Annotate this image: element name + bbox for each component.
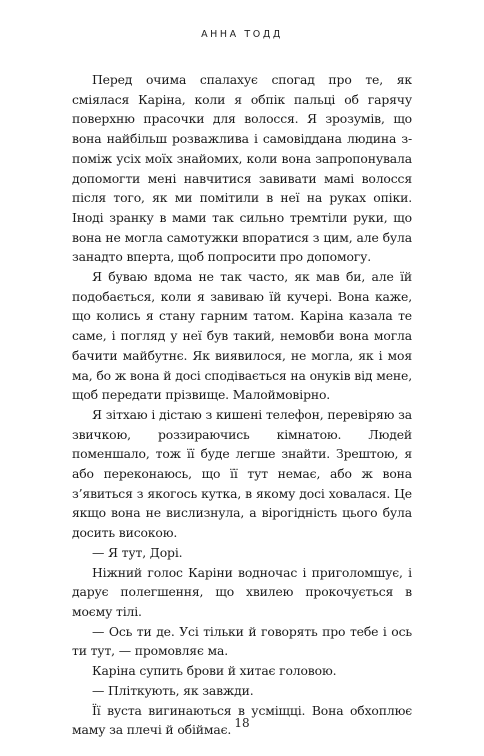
body-text [72,70,412,740]
paragraph: Перед очима спалахує спогад про те, як сміялася Каріна, коли я обпік пальці об гарячу поверхню прасочки для волосся. Я зрозумів, що вона найбільш розважлива і самовіддана людина з-поміж усіх моїх знайомих, коли вона запропонувала допомогти мені навчитися завивати мамі волосся після того, як ми помітили в неї на руках опіки. Іноді зранку в мами так сильно тремтіли руки, що вона не могла самотужки впоратися з цим, але була занадто вперта, щоб попросити про допомогу. [72,72,412,265]
dialogue-line: — Пліткують, як завжди. [92,682,254,698]
paragraph: Я зітхаю і дістаю з кишені телефон, перевіряю за звичкою, роззираючись кімнатою. Людей поменшало, тож її буде легше знайти. Зрештою, я або переконаюсь, що її тут немає, або ж вона з’явиться з якогось кутка, в якому досі ховалася. Це якщо вона не вислизнула, а вірогідність цього була досить високою. [72,406,412,541]
paragraph: Її вуста вигинаються в усміщці. Вона обхоплює маму за плечі й обіймає. [72,702,412,738]
running-head-author: АННА ТОДД [201,29,283,40]
dialogue-line: — Ось ти де. Усі тільки й говорять про тебе і ось ти тут, — промовляє ма. [72,623,412,659]
dialogue-line: — Я тут, Дорі. [92,544,183,560]
paragraph: Каріна супить брови й хитає головою. [92,663,337,679]
paragraph: Ніжний голос Каріни водночас і приголомшує, і дарує полегшення, що хвилею прокочується в моєму тілі. [72,564,412,619]
page-number: 18 [234,716,250,730]
paragraph: Я буваю вдома не так часто, як мав би, але їй подобається, коли я завиваю їй кучері. Вона каже, що колись я стану гарним татом. Каріна казала те саме, і погляд у неї був такий, немовби вона могла бачити майбутнє. Як виявилося, не могла, як і моя ма, бо ж вона й досі сподівається на онуків від мене, щоб передати прізвище. Малоймовірно. [72,269,412,403]
